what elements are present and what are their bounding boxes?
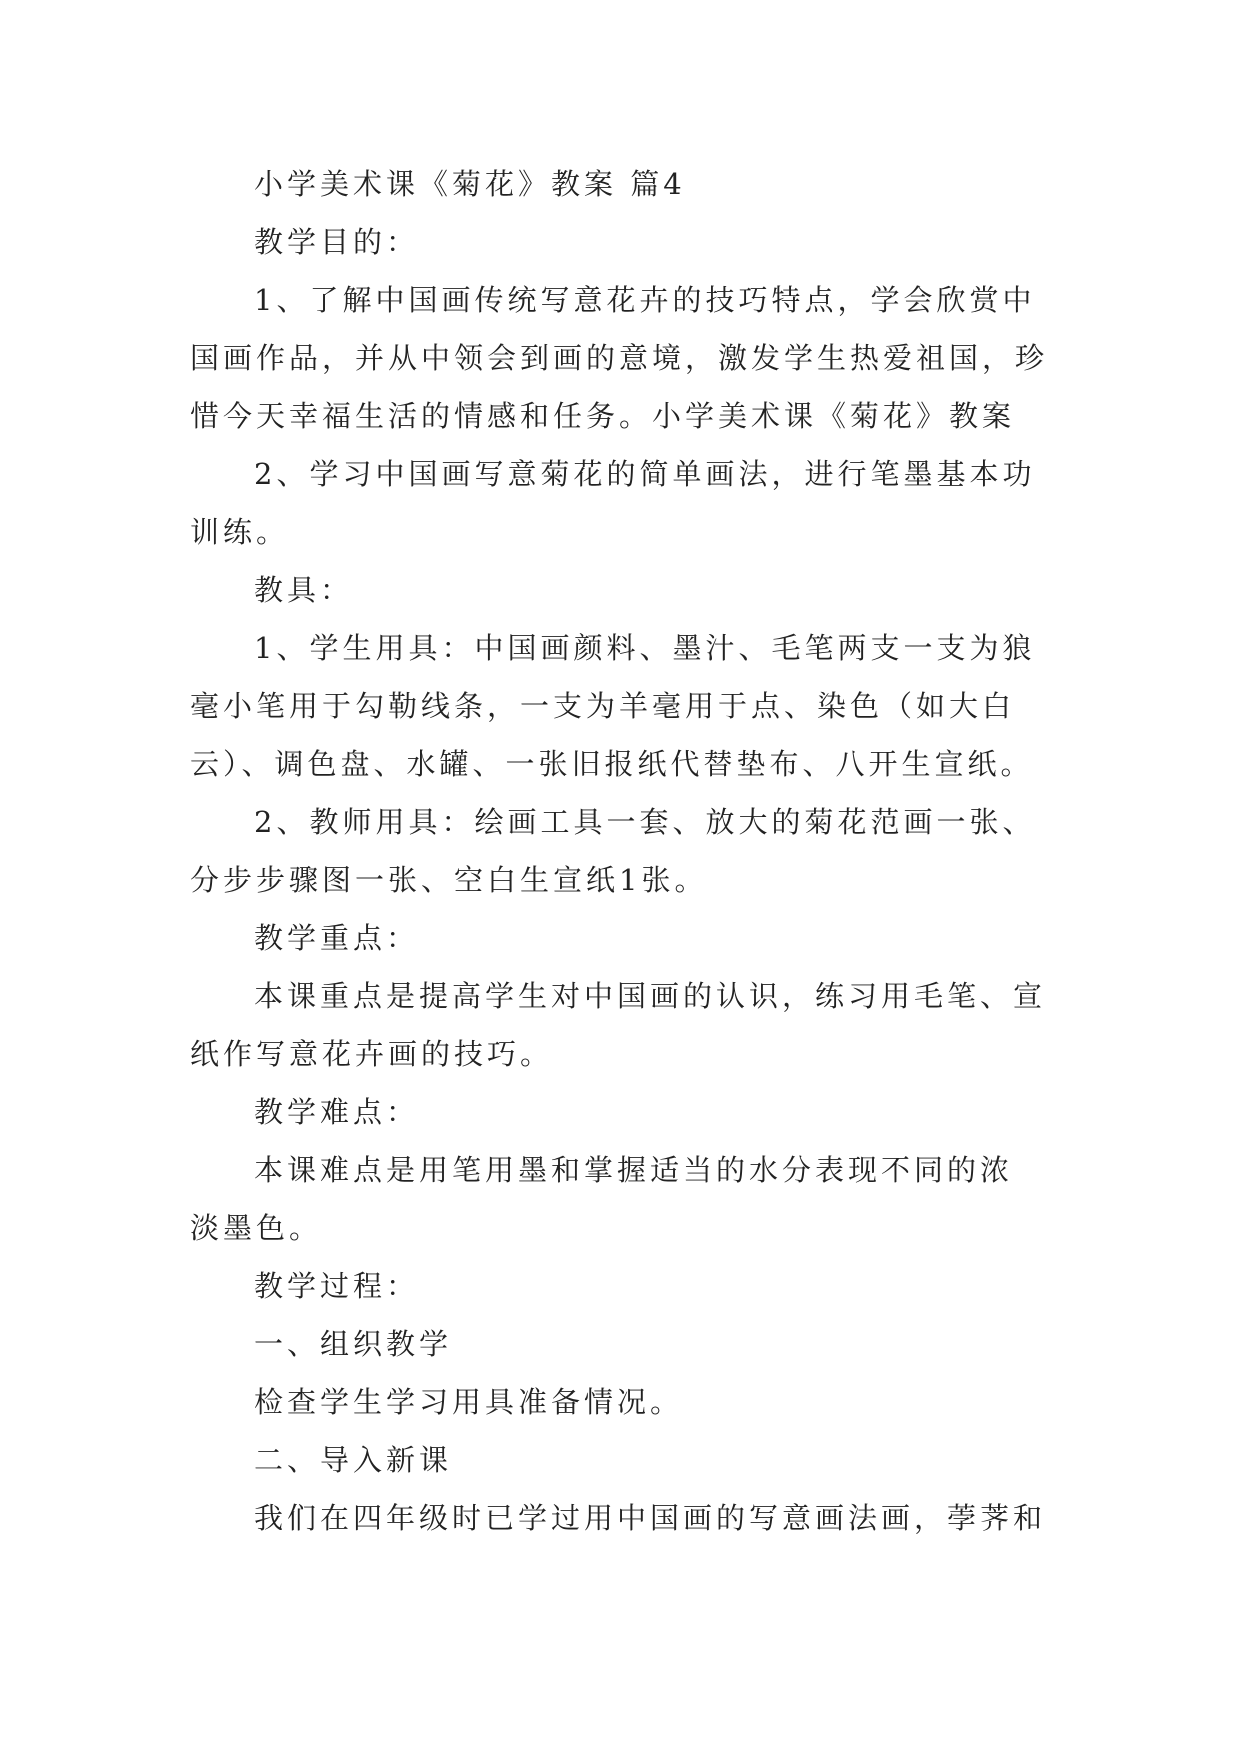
text-line: 淡墨色。 xyxy=(190,1211,323,1245)
text-line: 教学过程： xyxy=(254,1269,420,1303)
text-line: 云）、调色盘、水罐、一张旧报纸代替垫布、八开生宣纸。 xyxy=(190,747,1034,781)
text-line: 本课难点是用笔用墨和掌握适当的水分表现不同的浓 xyxy=(254,1153,1014,1187)
document-page xyxy=(190,155,1055,1547)
text-line: 教具： xyxy=(254,573,354,607)
text-line: 训练。 xyxy=(190,515,290,549)
text-line: 教学重点： xyxy=(254,921,420,955)
text-line: 一、组织教学 xyxy=(254,1327,453,1361)
text-line: 教学目的： xyxy=(254,225,420,259)
text-line: 1、了解中国画传统写意花卉的技巧特点，学会欣赏中 xyxy=(254,283,1036,317)
text-line: 2、教师用具：绘画工具一套、放大的菊花范画一张、 xyxy=(254,805,1036,839)
text-line: 1、学生用具：中国画颜料、墨汁、毛笔两支一支为狼 xyxy=(254,631,1036,665)
text-line: 检查学生学习用具准备情况。 xyxy=(254,1385,684,1419)
text-line: 教学难点： xyxy=(254,1095,420,1129)
text-line: 2、学习中国画写意菊花的简单画法，进行笔墨基本功 xyxy=(254,457,1036,491)
text-line: 国画作品，并从中领会到画的意境，激发学生热爱祖国，珍 xyxy=(190,341,1049,375)
text-line: 我们在四年级时已学过用中国画的写意画法画，荸荠和 xyxy=(254,1501,1047,1535)
text-line: 纸作写意花卉画的技巧。 xyxy=(190,1037,554,1071)
text-line: 惜今天幸福生活的情感和任务。小学美术课《菊花》教案 xyxy=(190,399,1016,433)
text-line: 分步步骤图一张、空白生宣纸1张。 xyxy=(190,863,708,897)
text-line: 小学美术课《菊花》教案 篇4 xyxy=(254,167,686,201)
text-line: 本课重点是提高学生对中国画的认识，练习用毛笔、宣 xyxy=(254,979,1047,1013)
text-line: 二、导入新课 xyxy=(254,1443,453,1477)
text-line: 毫小笔用于勾勒线条，一支为羊毫用于点、染色（如大白 xyxy=(190,689,1016,723)
